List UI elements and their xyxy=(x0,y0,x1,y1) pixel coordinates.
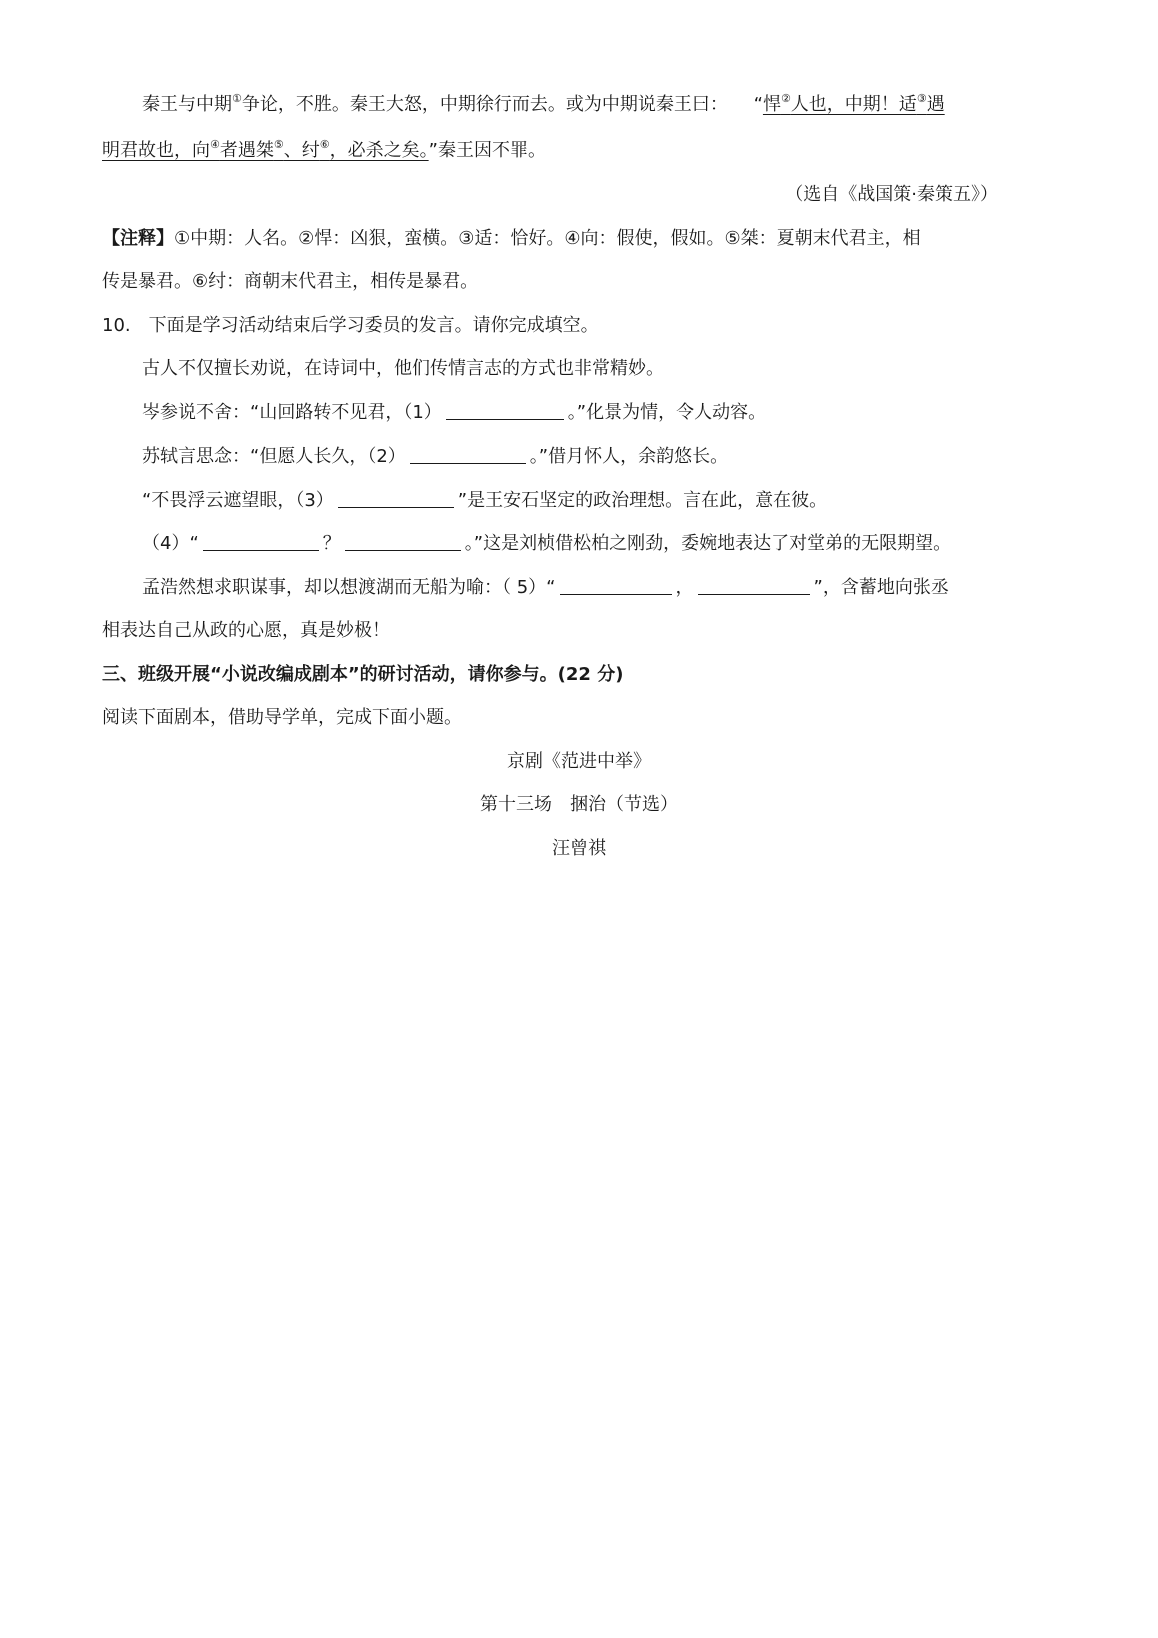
script-title: 京剧《范进中举》 xyxy=(507,751,651,772)
footnote-mark: ① xyxy=(232,92,242,105)
q10-para-4: “不畏浮云遮望眼，（3） ”是王安石坚定的政治理想。言在此，意在彼。 xyxy=(142,487,827,514)
answer-blank-1[interactable] xyxy=(446,399,564,420)
q10-para-3: 苏轼言思念：“但愿人长久，（2） 。”借月怀人，余韵悠长。 xyxy=(142,443,728,470)
q10-para-5: （4）“ ？ 。”这是刘桢借松柏之刚劲，委婉地表达了对堂弟的无限期望。 xyxy=(142,530,951,557)
question-number: 10. xyxy=(102,315,131,336)
notes-line-1: 【注释】①中期：人名。②悍：凶狠，蛮横。③适：恰好。④向：假使，假如。⑤桀：夏朝末代君主，相 xyxy=(102,228,921,249)
answer-blank-4a[interactable] xyxy=(203,530,319,551)
passage-source: （选自《战国策·秦策五》） xyxy=(785,184,998,205)
question-10: 10. 下面是学习活动结束后学习委员的发言。请你完成填空。 xyxy=(102,315,599,336)
answer-blank-2[interactable] xyxy=(410,443,526,464)
answer-blank-5b[interactable] xyxy=(698,574,810,595)
script-author: 汪曾祺 xyxy=(552,838,606,859)
q10-para-2: 岑参说不舍：“山回路转不见君，（1） 。”化景为情，令人动容。 xyxy=(142,399,766,426)
script-scene: 第十三场 捆治（节选） xyxy=(480,794,678,815)
q10-para-6: 孟浩然想求职谋事，却以想渡湖而无船为喻：（ 5）“ ， ”，含蓄地向张丞 xyxy=(142,574,949,601)
notes-label: 【注释】 xyxy=(102,228,174,249)
answer-blank-3[interactable] xyxy=(338,487,454,508)
passage-line-1: 秦王与中期①争论，不胜。秦王大怒，中期徐行而去。或为中期说秦王曰： “悍②人也，中期！适③遇 xyxy=(142,92,945,115)
section-3-heading: 三、班级开展“小说改编成剧本”的研讨活动，请你参与。(22 分) xyxy=(102,664,624,685)
answer-blank-5a[interactable] xyxy=(560,574,672,595)
answer-blank-4b[interactable] xyxy=(345,530,461,551)
notes-line-2: 传是暴君。⑥纣：商朝末代君主，相传是暴君。 xyxy=(102,271,479,292)
section-3-intro: 阅读下面剧本，借助导学单，完成下面小题。 xyxy=(102,707,462,728)
q10-para-1: 古人不仅擅长劝说，在诗词中，他们传情言志的方式也非常精妙。 xyxy=(142,358,664,379)
underlined-sentence: 悍②人也，中期！适③遇 xyxy=(762,92,945,115)
passage-line-2: 明君故也，向④者遇桀⑤、纣⑥，必杀之矣。”秦王因不罪。 xyxy=(102,138,546,161)
q10-para-7: 相表达自己从政的心愿，真是妙极！ xyxy=(102,620,390,641)
underlined-sentence-cont: 明君故也，向④者遇桀⑤、纣⑥，必杀之矣。 xyxy=(102,138,429,161)
